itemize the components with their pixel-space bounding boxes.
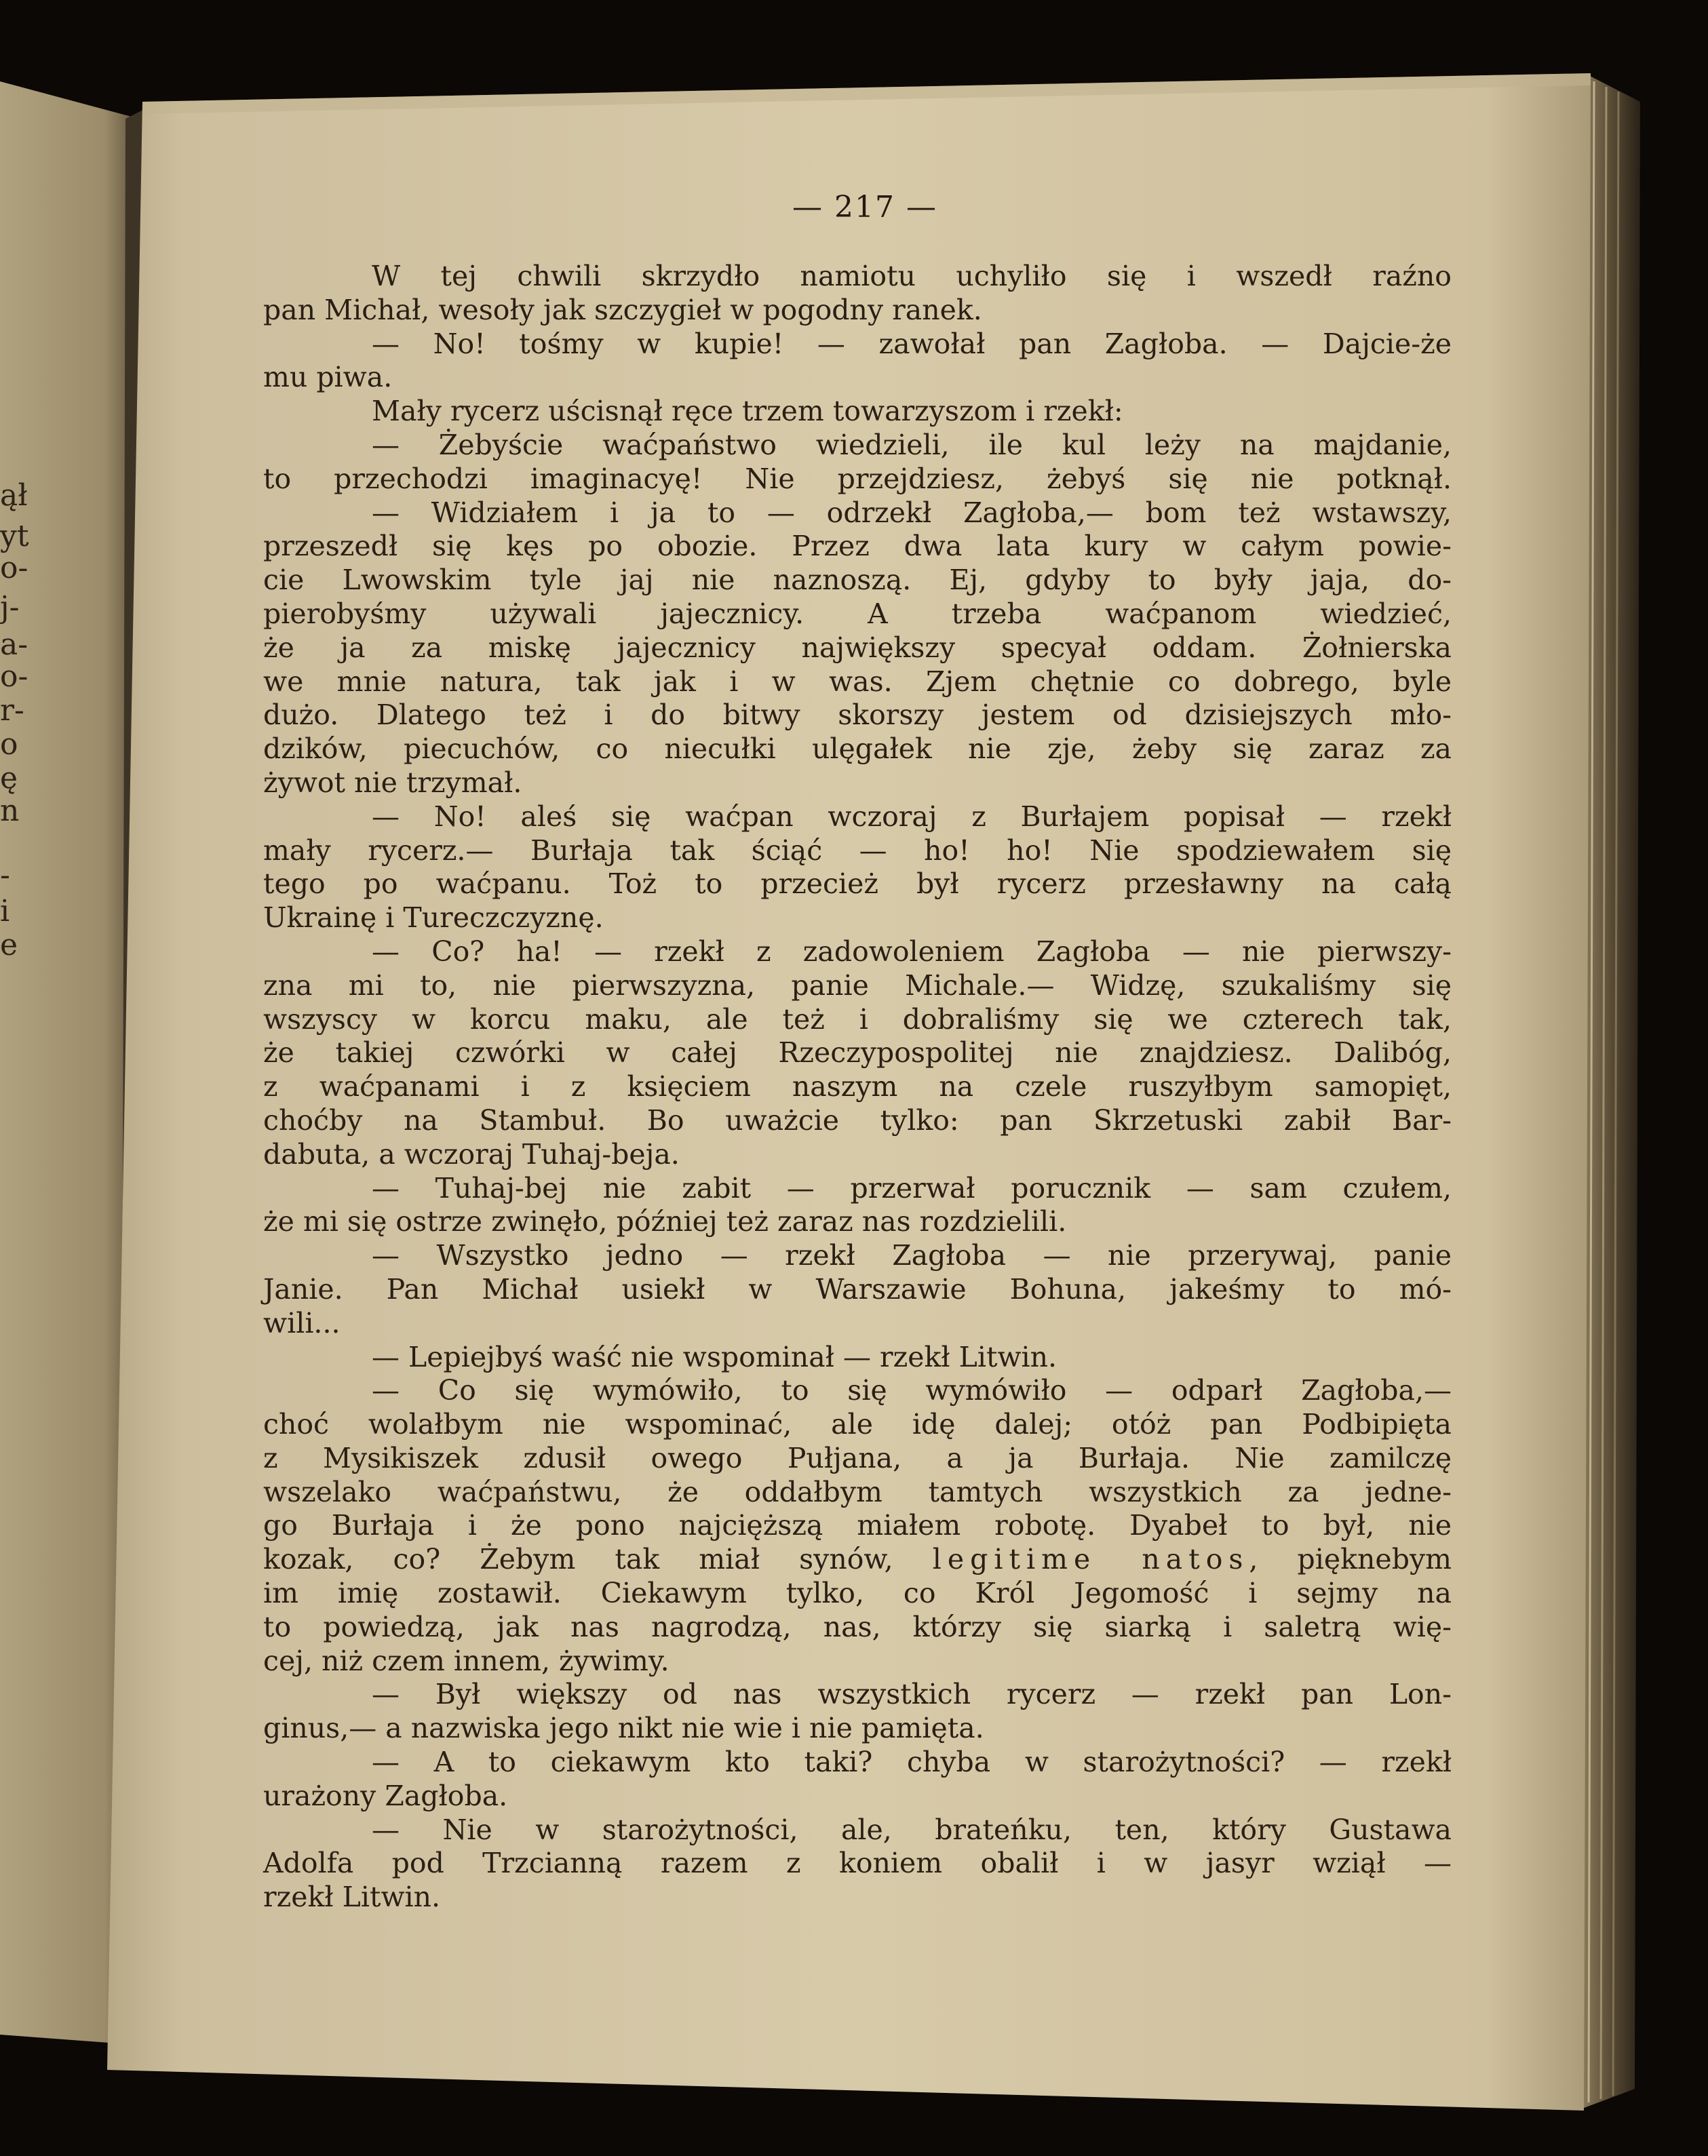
text-line: mu piwa. xyxy=(263,361,393,394)
text-line: Adolfa pod Trzcianną razem z koniem obalił i w jasyr wziął — xyxy=(263,1847,1452,1880)
text-line: to powiedzą, jak nas nagrodzą, nas, którzy się siarką i saletrą wię- xyxy=(263,1610,1452,1643)
text-line: zna mi to, nie pierwszyzna, panie Michale.— Widzę, szukaliśmy się xyxy=(263,968,1452,1002)
text-line: — Żebyście waćpaństwo wiedzieli, ile kul leży na majdanie, xyxy=(372,428,1452,461)
prev-fragment: a- xyxy=(0,627,28,662)
text-line: go Burłaja i że pono najcięższą miałem robotę. Dyabeł to był, nie xyxy=(263,1509,1452,1542)
prev-fragment: o xyxy=(0,727,18,762)
text-line: przeszedł się kęs po obozie. Przez dwa lata kury w całym powie- xyxy=(263,530,1452,563)
prev-fragment: n xyxy=(0,793,20,828)
prev-fragment: ął xyxy=(0,478,28,513)
prev-fragment: j- xyxy=(0,590,20,625)
text-line: — No! tośmy w kupie! — zawołał pan Zagłoba. — Dajcie-że xyxy=(372,327,1452,360)
text-line: Janie. Pan Michał usiekł w Warszawie Bohuna, jakeśmy to mó- xyxy=(263,1272,1452,1306)
text-line: urażony Zagłoba. xyxy=(263,1779,508,1812)
text-line: im imię zostawił. Ciekawym tylko, co Król Jegomość i sejmy na xyxy=(263,1577,1452,1610)
text-line: dzików, piecuchów, co niecułki ulęgałek nie zje, żeby się zaraz za xyxy=(263,732,1452,766)
text-line: Mały rycerz uścisnął ręce trzem towarzyszom i rzekł: xyxy=(372,395,1123,428)
text-line: pierobyśmy używali jajecznicy. A trzeba waćpanom wiedzieć, xyxy=(263,597,1452,630)
text-line: — Nie w starożytności, ale, brateńku, ten, który Gustawa xyxy=(372,1813,1452,1846)
text-line: ginus,— a nazwiska jego nikt nie wie i nie pamięta. xyxy=(263,1712,984,1745)
text-line: kozak, co? Żebym tak miał synów, legitime natos, pięknebym xyxy=(263,1543,1452,1576)
text-line: dużo. Dlatego też i do bitwy skorszy jestem od dzisiejszych mło- xyxy=(263,699,1452,732)
emphasized-phrase: legitime natos xyxy=(932,1543,1249,1576)
text-line: W tej chwili skrzydło namiotu uchyliło się i wszedł raźno xyxy=(372,260,1452,292)
text-line: cej, niż czem innem, żywimy. xyxy=(263,1644,669,1677)
text-line: wili... xyxy=(263,1306,341,1339)
prev-fragment: ę xyxy=(0,761,18,796)
text-line: — Tuhaj-bej nie zabit — przerwał porucznik — sam czułem, xyxy=(372,1171,1452,1204)
prev-fragment: yt xyxy=(0,519,29,553)
text-line: choć wolałbym nie wspominać, ale idę dalej; otóż pan Podbipięta xyxy=(263,1408,1452,1441)
text-line: — Lepiejbyś waść nie wspominał — rzekł Litwin. xyxy=(372,1340,1057,1373)
prev-fragment: o- xyxy=(0,551,28,585)
text-line: wszelako waćpaństwu, że oddałbym tamtych wszystkich za jedne- xyxy=(263,1475,1452,1508)
text-line: we mnie natura, tak jak i w was. Zjem chętnie co dobrego, byle xyxy=(263,665,1452,698)
text-line: choćby na Stambuł. Bo uważcie tylko: pan Skrzetuski zabił Bar- xyxy=(263,1103,1452,1137)
text-line: że takiej czwórki w całej Rzeczypospolitej nie znajdziesz. Dalibóg, xyxy=(263,1036,1452,1070)
text-line: z Mysikiszek zdusił owego Pułjana, a ja Burłaja. Nie zamilczę xyxy=(263,1441,1452,1474)
text-line: dabuta, a wczoraj Tuhaj-beja. xyxy=(263,1137,680,1171)
prev-fragment: - xyxy=(0,858,10,893)
text-line: tego po waćpanu. Toż to przecież był rycerz przesławny na całą xyxy=(263,867,1452,901)
text-line: to przechodzi imaginacyę! Nie przejdziesz, żebyś się nie potknął. xyxy=(263,462,1452,495)
text-line: rzekł Litwin. xyxy=(263,1881,441,1914)
text-line: — Wszystko jedno — rzekł Zagłoba — nie przerywaj, panie xyxy=(372,1239,1452,1272)
text-line: — Co? ha! — rzekł z zadowoleniem Zagłoba — nie pierwszy- xyxy=(372,935,1452,968)
text-line: — Był większy od nas wszystkich rycerz — rzekł pan Lon- xyxy=(372,1678,1452,1711)
text-line: cie Lwowskim tyle jaj nie naznoszą. Ej, gdyby to były jaja, do- xyxy=(263,564,1452,597)
text-line: że ja za miskę jajecznicy największy specyał oddam. Żołnierska xyxy=(263,631,1452,664)
text-line: — A to ciekawym kto taki? chyba w starożytności? — rzekł xyxy=(372,1746,1452,1779)
text-line: Ukrainę i Tureczczyznę. xyxy=(263,901,604,935)
text-line: mały rycerz.— Burłaja tak ściąć — ho! ho! Nie spodziewałem się xyxy=(263,834,1452,867)
text-line: żywot nie trzymał. xyxy=(263,766,522,799)
prev-fragment: r- xyxy=(0,693,24,728)
prev-fragment: i xyxy=(0,894,10,928)
text-line: — No! aleś się waćpan wczoraj z Burłajem popisał — rzekł xyxy=(372,800,1452,833)
page-number: — 217 — xyxy=(792,190,937,224)
text-line: — Widziałem i ja to — odrzekł Zagłoba,— bom też wstawszy, xyxy=(372,496,1452,529)
text-line: wszyscy w korcu maku, ale też i dobraliśmy się we czterech tak, xyxy=(263,1002,1452,1036)
prev-fragment: e xyxy=(0,928,18,962)
text-line: z waćpanami i z księciem naszym na czele ruszyłbym samopięt, xyxy=(263,1070,1452,1103)
text-line: że mi się ostrze zwinęło, później też zaraz nas rozdzielili. xyxy=(263,1205,1067,1238)
text-line: pan Michał, wesoły jak szczygieł w pogodny ranek. xyxy=(263,293,982,326)
prev-fragment: o- xyxy=(0,659,28,694)
text-line: — Co się wymówiło, to się wymówiło — odparł Zagłoba,— xyxy=(372,1374,1452,1407)
page-body xyxy=(263,260,1452,1915)
